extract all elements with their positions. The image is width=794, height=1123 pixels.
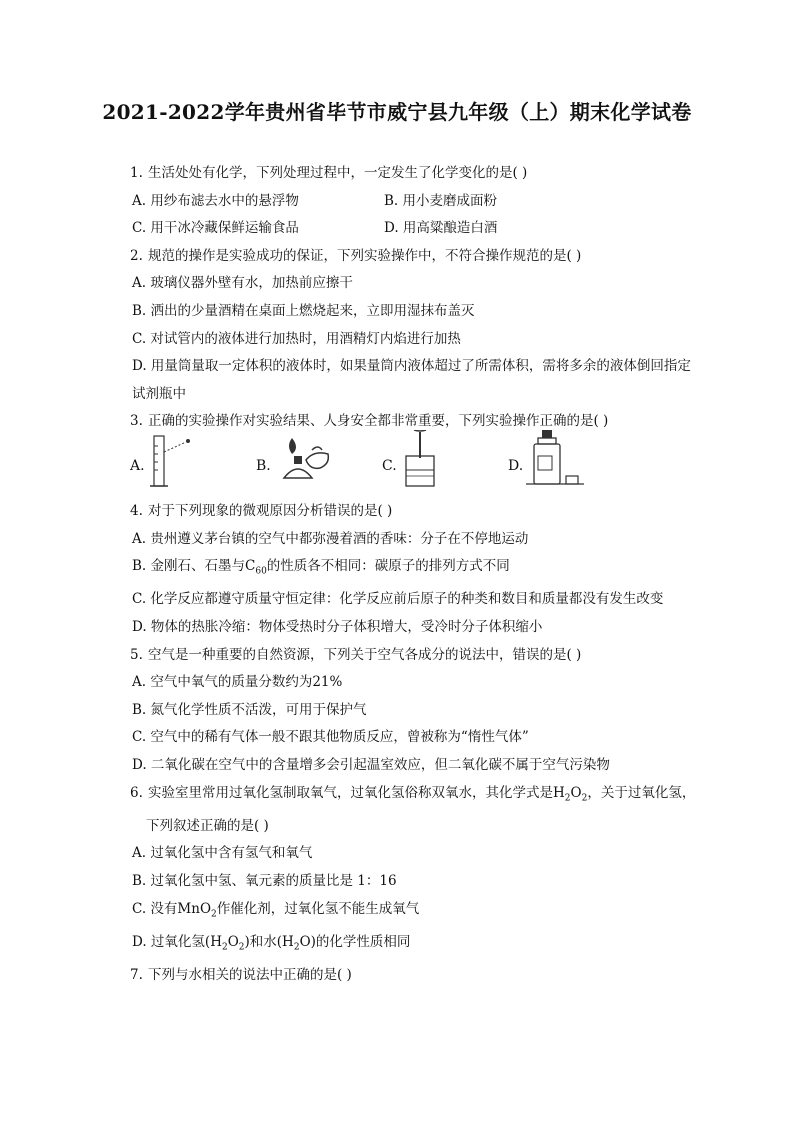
option-b: B. 过氧化氢中氢、氧元素的质量比是 1：16	[132, 873, 397, 890]
subscript: 2	[564, 793, 571, 804]
option-a: A. 玻璃仪器外壁有水，加热前应擦干	[132, 275, 353, 292]
question-number: 2.	[130, 247, 143, 264]
option-c	[130, 896, 698, 929]
figure-options-row	[130, 436, 698, 498]
options-row	[130, 188, 698, 216]
option-c: C. 化学反应都遵守质量守恒定律：化学反应前后原子的种类和数目和质量都没有发生改变	[132, 591, 664, 608]
option-d-part: )和水(H	[244, 933, 294, 950]
figure-label: B.	[256, 457, 271, 474]
option-b: B. 洒出的少量酒精在桌面上燃烧起来，立即用湿抹布盖灭	[132, 302, 475, 319]
question-stem-part: 实验室里常用过氧化氢制取氧气，过氧化氢俗称双氧水，其化学式是H	[148, 784, 565, 801]
option-a: A. 空气中氧气的质量分数约为21%	[132, 674, 343, 691]
option-c-text: C. 没有MnO	[132, 900, 212, 917]
question-number: 6.	[130, 784, 143, 801]
alcohol-lamp-icon	[272, 430, 342, 492]
subscript: 2	[238, 942, 245, 953]
question-stem-part: ，关于过氧化氢，下列叙述正确的是( )	[146, 784, 696, 834]
question-stem: 生活处处有化学，下列处理过程中，一定发生了化学变化的是( )	[148, 165, 528, 181]
question-stem: 正确的实验操作对实验结果、人身安全都非常重要，下列实验操作正确的是( )	[148, 413, 609, 430]
question-stem: 空气是一种重要的自然资源，下列关于空气各成分的说法中，错误的是( )	[148, 646, 582, 663]
question-5	[130, 642, 698, 670]
question-1	[130, 160, 698, 188]
exam-title: 2021-2022学年贵州省毕节市威宁县九年级（上）期末化学试卷	[102, 100, 692, 124]
graduated-cylinder-icon	[146, 430, 206, 492]
figure-label: D.	[508, 457, 524, 474]
option-c: C. 空气中的稀有气体一般不跟其他物质反应，曾被称为“惰性气体”	[132, 729, 529, 746]
option-d-text: D. 过氧化氢(H	[132, 933, 222, 950]
option-c: C. 用干冰冷藏保鲜运输食品	[132, 220, 299, 237]
option-c: C. 对试管内的液体进行加热时，用酒精灯内焰进行加热	[132, 330, 461, 347]
option-d: D. 用高粱酿造白酒	[384, 220, 498, 237]
option-d-tail: O)的化学性质相同	[299, 933, 411, 950]
option-a: A. 用纱布滤去水中的悬浮物	[132, 192, 299, 209]
option-b	[130, 553, 698, 586]
option-d: D. 二氧化碳在空气中的含量增多会引起温室效应，但二氧化碳不属于空气污染物	[132, 756, 610, 773]
question-stem-part: O	[570, 784, 582, 801]
option-d	[130, 929, 698, 962]
subscript: 60	[255, 566, 267, 577]
question-number: 3.	[130, 413, 143, 430]
question-number: 5.	[130, 646, 143, 663]
question-stem: 下列与水相关的说法中正确的是( )	[148, 967, 352, 984]
option-b: B. 氮气化学性质不活泼，可用于保护气	[132, 701, 367, 718]
option-b: B. 用小麦磨成面粉	[384, 192, 498, 209]
question-6	[130, 780, 698, 841]
options-row	[130, 215, 698, 243]
figure-label: C.	[382, 457, 397, 474]
question-stem: 对于下列现象的微观原因分析错误的是( )	[148, 502, 393, 519]
subscript: 2	[211, 909, 217, 920]
option-b-tail: 的性质各不相同：碳原子的排列方式不同	[266, 558, 510, 575]
dropper-beaker-icon	[398, 430, 458, 492]
question-stem: 规范的操作是实验成功的保证，下列实验操作中，不符合操作规范的是( )	[148, 247, 582, 264]
option-d-part: O	[227, 933, 239, 950]
question-number: 7.	[130, 967, 143, 984]
option-d: D. 用量筒量取一定体积的液体时，如果量筒内液体超过了所需体积，需将多余的液体倒回指定试剂瓶中	[132, 358, 691, 402]
figure-label: A.	[130, 457, 145, 474]
question-number: 4.	[130, 502, 143, 519]
question-4	[130, 498, 698, 526]
option-a: A. 贵州遵义茅台镇的空气中都弥漫着酒的香味：分子在不停地运动	[132, 530, 529, 547]
question-2	[130, 243, 698, 271]
question-number: 1.	[130, 165, 143, 181]
question-list	[130, 160, 698, 990]
option-d: D. 物体的热胀冷缩：物体受热时分子体积增大，受冷时分子体积缩小	[132, 619, 543, 635]
subscript: 2	[293, 942, 300, 953]
option-a: A. 过氧化氢中含有氢气和氧气	[132, 845, 313, 862]
subscript: 2	[221, 942, 228, 953]
question-7	[130, 962, 698, 990]
reagent-bottle-icon	[524, 430, 594, 492]
option-c-tail: 作催化剂，过氧化氢不能生成氧气	[216, 900, 420, 917]
option-b-text: B. 金刚石、石墨与C	[132, 558, 256, 575]
subscript: 2	[581, 793, 588, 804]
